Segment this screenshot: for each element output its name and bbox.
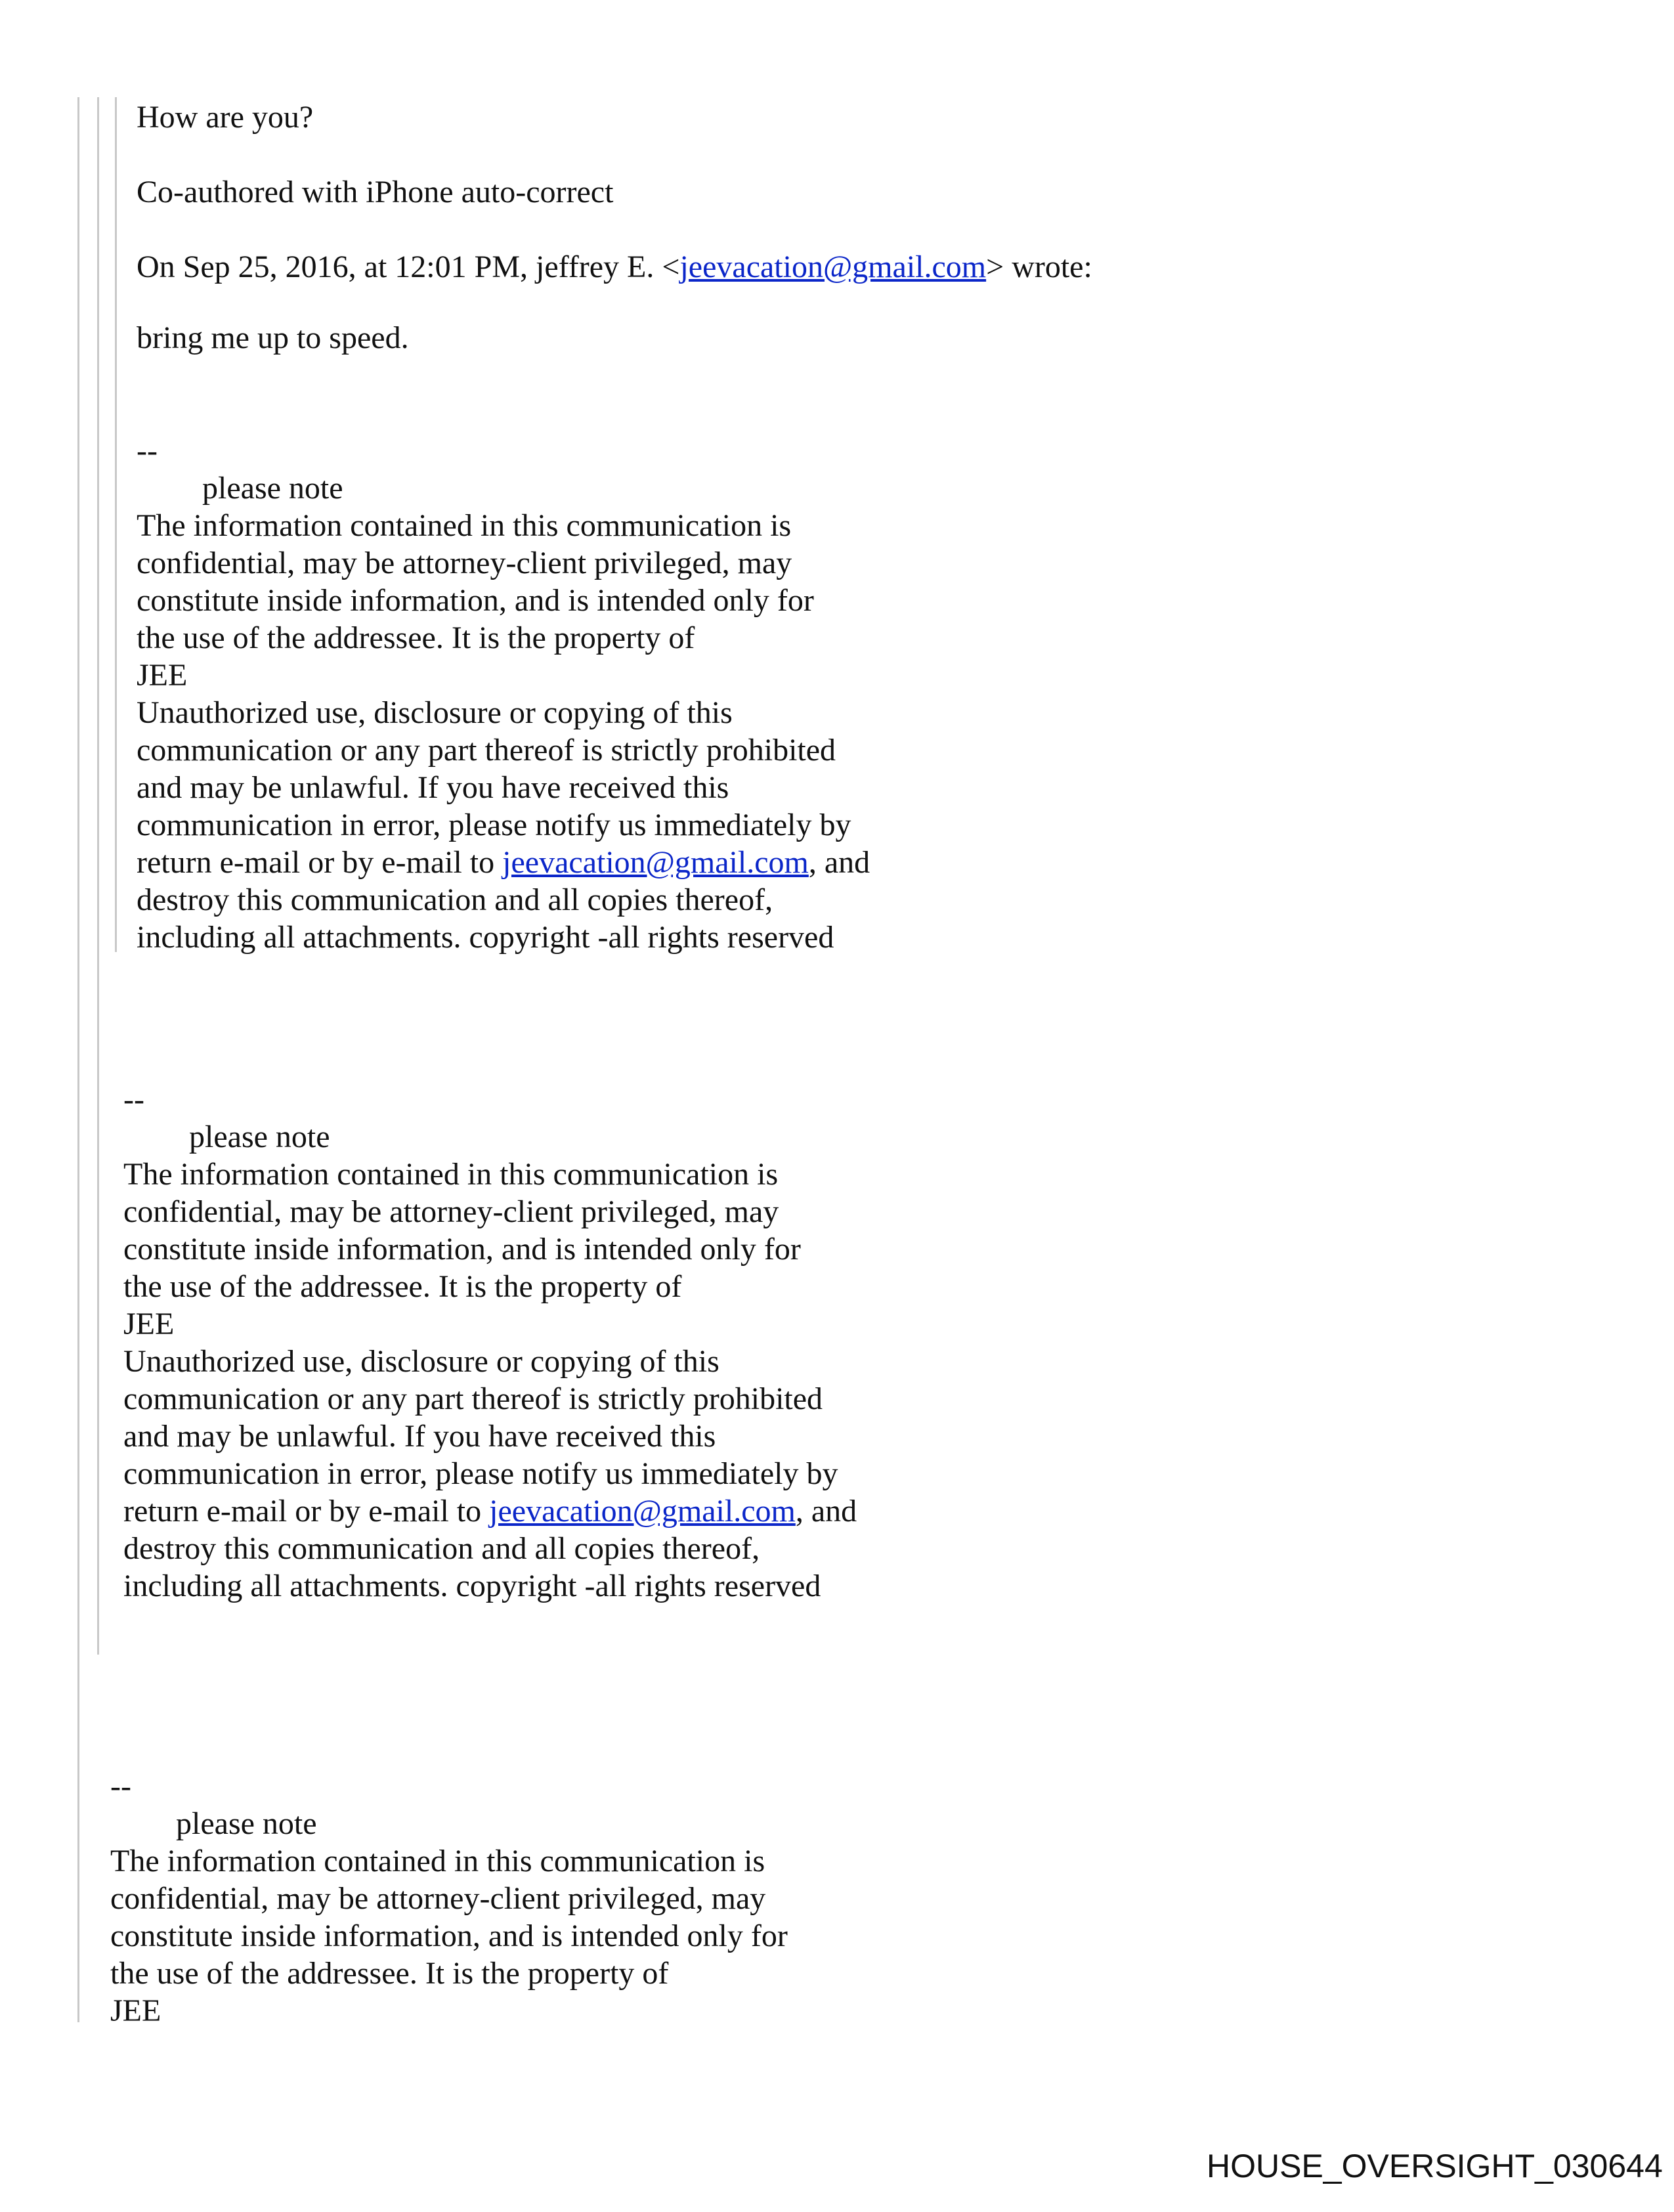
disclaimer-return-line: [137, 844, 870, 881]
disclaimer-email-link[interactable]: jeevacation@gmail.com: [489, 1494, 796, 1529]
sender-email-link[interactable]: jeevacation@gmail.com: [679, 249, 987, 284]
disclaimer-heading: please note: [202, 471, 343, 506]
return-line-prefix: return e-mail or by e-mail to: [123, 1494, 490, 1529]
disclaimer-line: Unauthorized use, disclosure or copying of this: [137, 695, 733, 730]
signature-separator: --: [110, 1769, 131, 1804]
disclaimer-line: including all attachments. copyright -all rights reserved: [137, 920, 834, 955]
disclaimer-line: confidential, may be attorney-client privileged, may: [110, 1881, 766, 1916]
disclaimer-email-link[interactable]: jeevacation@gmail.com: [502, 845, 809, 880]
return-line-suffix: , and: [808, 845, 870, 880]
disclaimer-line: communication in error, please notify us immediately by: [137, 808, 851, 842]
return-line-suffix: , and: [795, 1494, 857, 1529]
signature-separator: --: [137, 433, 158, 468]
disclaimer-line: Unauthorized use, disclosure or copying of this: [123, 1344, 719, 1379]
disclaimer-line: JEE: [123, 1307, 175, 1341]
disclaimer-block-1: [137, 432, 870, 956]
disclaimer-block-2: [123, 1081, 857, 1605]
quote-header-suffix: > wrote:: [986, 249, 1092, 284]
disclaimer-line: The information contained in this communication is: [110, 1844, 765, 1878]
disclaimer-line: the use of the addressee. It is the property of: [110, 1956, 669, 1991]
disclaimer-line: confidential, may be attorney-client privileged, may: [137, 546, 792, 580]
signature-line: Co-authored with iPhone auto-correct: [137, 175, 614, 209]
disclaimer-line: The information contained in this communication is: [137, 508, 792, 543]
disclaimer-line: JEE: [110, 1993, 161, 2028]
disclaimer-line: confidential, may be attorney-client privileged, may: [123, 1194, 779, 1229]
bates-number: HOUSE_OVERSIGHT_030644: [1207, 2148, 1663, 2184]
disclaimer-line: the use of the addressee. It is the property of: [137, 620, 695, 655]
disclaimer-line: destroy this communication and all copies thereof,: [137, 882, 773, 917]
disclaimer-heading: please note: [189, 1119, 330, 1154]
quoted-message: bring me up to speed.: [137, 320, 409, 355]
quote-header-prefix: On Sep 25, 2016, at 12:01 PM, jeffrey E. <: [137, 249, 680, 284]
disclaimer-line: constitute inside information, and is intended only for: [137, 583, 814, 618]
disclaimer-line: constitute inside information, and is intended only for: [123, 1232, 801, 1267]
greeting-text: How are you?: [137, 100, 314, 135]
disclaimer-line: communication or any part thereof is strictly prohibited: [137, 733, 836, 768]
disclaimer-line: communication or any part thereof is strictly prohibited: [123, 1381, 823, 1416]
disclaimer-line: JEE: [137, 658, 188, 693]
return-line-prefix: return e-mail or by e-mail to: [137, 845, 503, 880]
disclaimer-line: The information contained in this communication is: [123, 1157, 779, 1192]
disclaimer-line: communication in error, please notify us immediately by: [123, 1456, 838, 1491]
disclaimer-block-3: [110, 1767, 788, 2029]
disclaimer-line: destroy this communication and all copies thereof,: [123, 1531, 760, 1566]
disclaimer-line: constitute inside information, and is intended only for: [110, 1919, 788, 1953]
signature-separator: --: [123, 1082, 144, 1117]
quote-bar-inner: [115, 97, 117, 952]
disclaimer-line: and may be unlawful. If you have received this: [123, 1419, 716, 1454]
disclaimer-line: including all attachments. copyright -all rights reserved: [123, 1569, 821, 1603]
disclaimer-heading: please note: [176, 1806, 317, 1841]
disclaimer-line: the use of the addressee. It is the property of: [123, 1269, 682, 1304]
quote-bar-outer: [77, 97, 79, 2022]
quote-header: [137, 248, 1092, 286]
disclaimer-return-line: [123, 1492, 857, 1530]
quote-bar-middle: [97, 97, 99, 1655]
disclaimer-line: and may be unlawful. If you have received this: [137, 770, 729, 805]
